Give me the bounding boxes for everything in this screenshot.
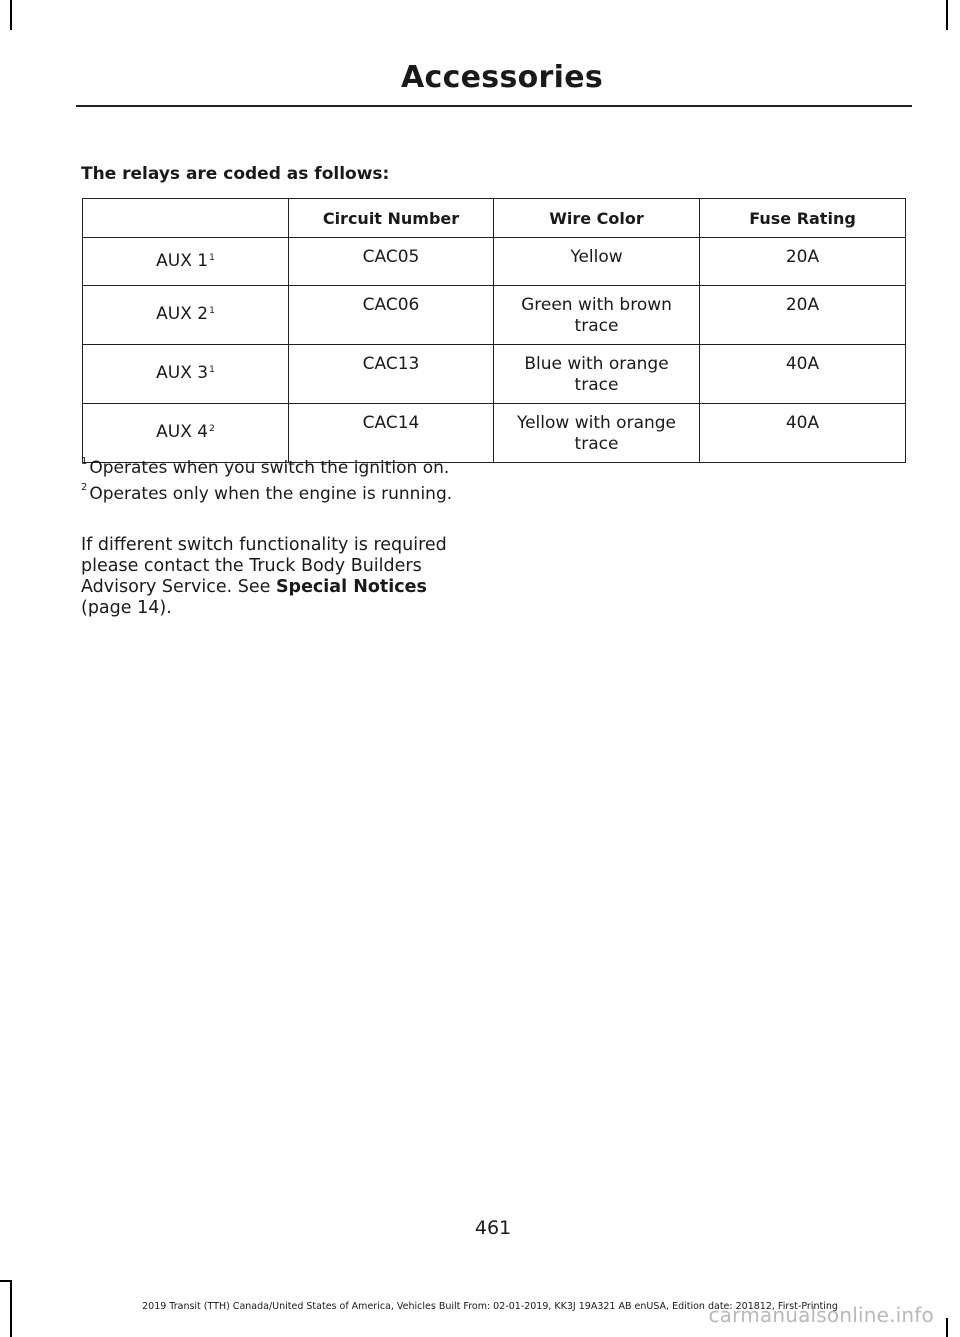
page-reference[interactable]: (page 14). bbox=[81, 598, 172, 618]
table-row bbox=[83, 404, 906, 463]
wire-color-line1: Blue with orange bbox=[524, 354, 669, 374]
column-header-relay bbox=[83, 199, 289, 238]
footnote-mark: 2 bbox=[81, 482, 88, 493]
relay-name-cell bbox=[83, 345, 289, 404]
footnote-1 bbox=[81, 458, 449, 478]
column-header-fuse-rating: Fuse Rating bbox=[700, 199, 906, 238]
relay-name: AUX 4 bbox=[156, 422, 209, 442]
fuse-rating-cell: 40A bbox=[700, 345, 906, 404]
wire-color-cell bbox=[494, 286, 700, 345]
column-header-wire-color: Wire Color bbox=[494, 199, 700, 238]
column-header-circuit-number: Circuit Number bbox=[289, 199, 494, 238]
paragraph-line: please contact the Truck Body Builders bbox=[81, 556, 422, 576]
crop-mark-bottom-left-h bbox=[0, 1280, 12, 1282]
paragraph-line bbox=[81, 577, 501, 598]
relay-name: AUX 2 bbox=[156, 304, 209, 324]
circuit-number-cell: CAC13 bbox=[289, 345, 494, 404]
wire-color-line1: Yellow bbox=[570, 247, 623, 267]
circuit-number-cell: CAC14 bbox=[289, 404, 494, 463]
table-row bbox=[83, 345, 906, 404]
circuit-number-cell: CAC05 bbox=[289, 238, 494, 286]
wire-color-cell bbox=[494, 238, 700, 286]
wire-color-line1: Yellow with orange bbox=[516, 413, 677, 433]
wire-color-cell bbox=[494, 345, 700, 404]
relay-name: AUX 3 bbox=[156, 363, 209, 383]
table-intro: The relays are coded as follows: bbox=[81, 164, 390, 184]
wire-color-line2: trace bbox=[574, 375, 619, 395]
paragraph-text: Advisory Service. See bbox=[81, 577, 276, 597]
wire-color-cell bbox=[494, 404, 700, 463]
relay-coding-table bbox=[82, 198, 906, 463]
footnote-ref: 1 bbox=[209, 252, 215, 263]
crop-mark-top-left bbox=[10, 0, 12, 30]
crop-mark-bottom-right bbox=[946, 1318, 948, 1337]
fuse-rating-cell: 40A bbox=[700, 404, 906, 463]
footnote-ref: 2 bbox=[209, 424, 215, 434]
footnote-ref: 1 bbox=[209, 365, 215, 375]
footnote-2 bbox=[81, 484, 452, 504]
relay-name-cell bbox=[83, 286, 289, 345]
wire-color-line2: trace bbox=[574, 434, 619, 454]
header-rule bbox=[76, 105, 912, 107]
body-paragraph bbox=[81, 535, 501, 619]
footnote-text: Operates when you switch the ignition on. bbox=[89, 458, 450, 478]
fuse-rating-cell: 20A bbox=[700, 286, 906, 345]
paragraph-line: If different switch functionality is required bbox=[81, 535, 447, 555]
page-title: Accessories bbox=[400, 60, 604, 95]
table-row bbox=[83, 286, 906, 345]
page-number: 461 bbox=[474, 1217, 512, 1239]
edition-footer: 2019 Transit (TTH) Canada/United States of America, Vehicles Built From: 02-01-2019, KK3J 19A321 AB enUSA, Edition date: 201812, First-Printing bbox=[142, 1301, 838, 1312]
table-row bbox=[83, 238, 906, 286]
wire-color-line2: trace bbox=[574, 316, 619, 336]
circuit-number-cell: CAC06 bbox=[289, 286, 494, 345]
footnote-text: Operates only when the engine is running. bbox=[89, 484, 453, 504]
footnote-ref: 1 bbox=[209, 306, 215, 316]
relay-name: AUX 1 bbox=[156, 250, 209, 271]
wire-color-line1: Green with brown bbox=[521, 295, 672, 315]
relay-name-cell bbox=[83, 238, 289, 286]
special-notices-link[interactable]: Special Notices bbox=[275, 577, 427, 597]
table-header-row bbox=[83, 199, 906, 238]
watermark: carmanualsonline.info bbox=[708, 1303, 934, 1327]
relay-name-cell bbox=[83, 404, 289, 463]
crop-mark-top-right bbox=[946, 0, 948, 30]
footnote-mark: 1 bbox=[81, 456, 88, 467]
fuse-rating-cell: 20A bbox=[700, 238, 906, 286]
